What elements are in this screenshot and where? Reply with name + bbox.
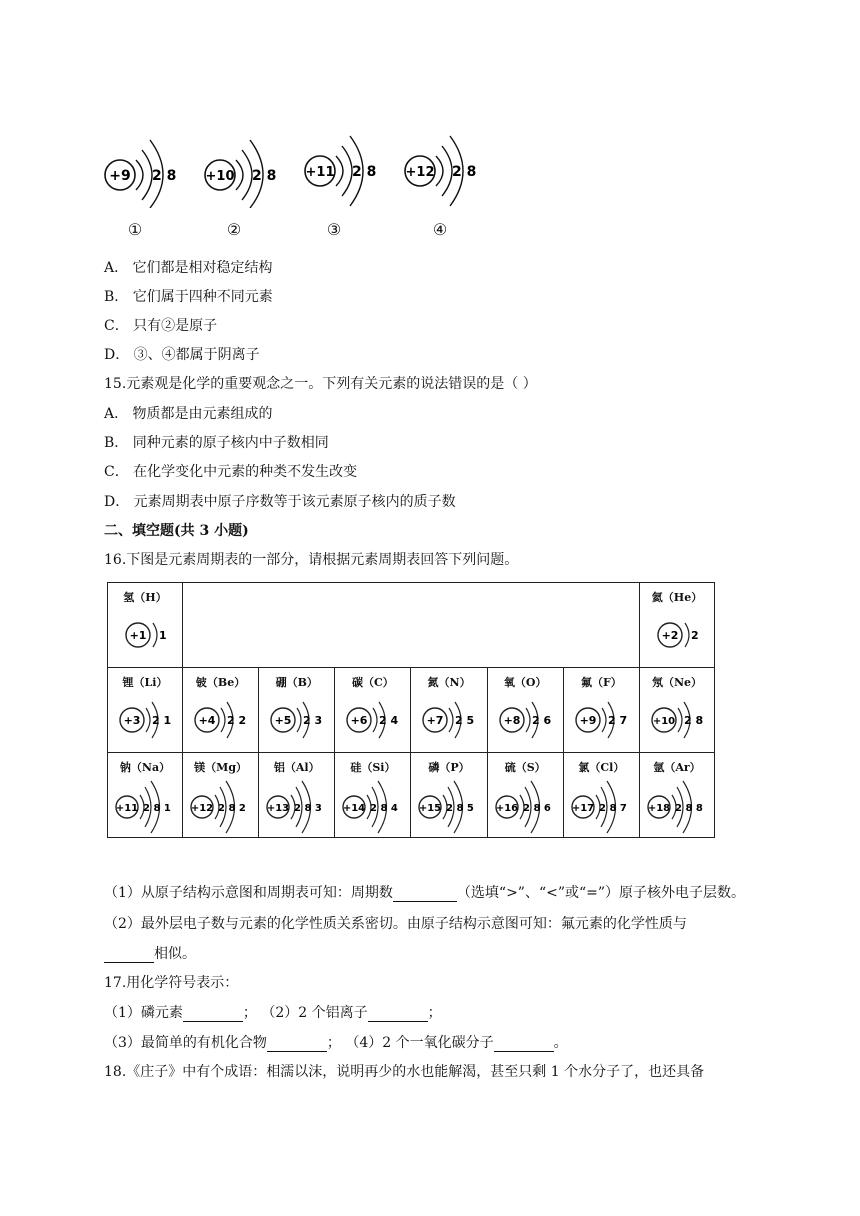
nucleus-charge: +10 — [652, 716, 676, 727]
answer-blank[interactable] — [494, 1035, 554, 1052]
element-name: 氩（Ar） — [653, 761, 701, 774]
element-name: 锂（Li） — [122, 676, 168, 689]
element-name: 氮（N） — [427, 676, 471, 689]
nucleus-charge: +15 — [419, 803, 442, 814]
answer-blank[interactable] — [368, 1005, 428, 1022]
nucleus-charge: +9 — [579, 714, 597, 727]
element-cell — [563, 753, 639, 838]
nucleus-charge: +8 — [503, 714, 521, 727]
shell-electrons: 2 3 — [303, 714, 323, 727]
q15-stem: 15.元素观是化学的重要观念之一。下列有关元素的说法错误的是（ ） — [104, 376, 537, 392]
nucleus-charge: +4 — [198, 714, 216, 727]
element-cell — [335, 753, 411, 838]
element-cell — [108, 668, 183, 753]
element-cell — [259, 753, 335, 838]
nucleus-charge: +10 — [205, 169, 235, 184]
nucleus-charge: +11 — [115, 803, 139, 814]
element-name: 氯（Cl） — [578, 761, 625, 774]
atom-diagram-3 — [300, 128, 390, 212]
q18-stem: 18.《庄子》中有个成语：相濡以沫，说明再少的水也能解渴，甚至只剩 1 个水分子了，也还具备 — [104, 1064, 705, 1080]
nucleus-charge: +11 — [305, 165, 335, 180]
nucleus-charge: +12 — [190, 803, 214, 814]
element-cell — [487, 668, 563, 753]
q16-part1-text-end: （选填“>”、“<”或“=”）原子核外电子层数。 — [456, 885, 746, 901]
shell-electrons: 2 7 — [607, 714, 627, 727]
q15-option-a: A． 物质都是由元素组成的 — [104, 406, 273, 422]
q17-item2: ； （2）2 个铝离子 — [242, 1005, 368, 1021]
element-cell — [487, 753, 563, 838]
nucleus-charge: +2 — [661, 629, 679, 642]
element-cell — [640, 753, 715, 838]
nucleus-charge: +7 — [427, 714, 444, 727]
element-cell — [640, 668, 715, 753]
nucleus-charge: +18 — [647, 803, 671, 814]
shell-electrons: 2 8 — [352, 164, 377, 180]
q17-item2-end: ； — [427, 1005, 442, 1021]
element-cell — [563, 668, 639, 753]
element-name: 铝（Al） — [273, 761, 320, 774]
atom-diagram-2 — [200, 128, 290, 212]
element-name: 氢（H） — [123, 591, 167, 604]
atom-diagrams — [100, 128, 500, 248]
shell-electrons: 2 8 4 — [370, 803, 399, 814]
q15-option-b: B． 同种元素的原子核内中子数相同 — [104, 435, 329, 451]
shell-electrons: 2 8 — [452, 164, 477, 180]
shell-electrons: 2 8 1 — [143, 803, 171, 814]
element-name: 镁（Mg） — [194, 761, 248, 774]
nucleus-charge: +13 — [267, 803, 290, 814]
shell-electrons: 1 — [159, 629, 167, 642]
answer-blank[interactable] — [393, 885, 457, 902]
answer-blank[interactable] — [104, 946, 154, 963]
nucleus-charge: +3 — [123, 714, 141, 727]
section-heading: 二、填空题(共 3 小题) — [104, 523, 249, 539]
atom-diagram-1 — [100, 128, 190, 212]
q16-part2-cont — [104, 943, 196, 963]
q14-option-c: C． 只有②是原子 — [104, 318, 218, 334]
shell-electrons: 2 8 7 — [598, 803, 627, 814]
q17-item1: （1）磷元素 — [104, 1005, 183, 1021]
element-cell — [183, 668, 259, 753]
element-name: 硼（B） — [275, 676, 318, 689]
answer-blank[interactable] — [183, 1005, 243, 1022]
element-cell-h — [108, 583, 183, 668]
atom-diagram-4 — [400, 128, 490, 212]
shell-electrons: 2 8 6 — [522, 803, 551, 814]
shell-electrons: 2 4 — [379, 714, 399, 727]
element-name: 氖（Ne） — [651, 676, 703, 689]
shell-electrons: 2 6 — [531, 714, 551, 727]
q14-option-d: D． ③、④都属于阴离子 — [104, 347, 260, 363]
q17-item4: ； （4）2 个一氧化碳分子 — [326, 1035, 494, 1051]
shell-electrons: 2 — [691, 629, 699, 642]
q14-option-b: B． 它们属于四种不同元素 — [104, 289, 273, 305]
shell-electrons: 2 8 8 — [675, 803, 703, 814]
element-cell — [259, 668, 335, 753]
nucleus-charge: +14 — [343, 803, 366, 814]
q16-part1 — [104, 882, 745, 902]
q16-part1-text: （1）从原子结构示意图和周期表可知：周期数 — [104, 885, 393, 901]
q16-part2: （2）最外层电子数与元素的化学性质关系密切。由原子结构示意图可知：氟元素的化学性质与 — [104, 916, 687, 932]
q17-line2 — [104, 1032, 568, 1052]
element-cell — [335, 668, 411, 753]
shell-electrons: 2 8 2 — [218, 803, 246, 814]
table-blank-area — [183, 583, 640, 668]
element-name: 碳（C） — [352, 676, 394, 689]
element-name: 氟（F） — [580, 676, 622, 689]
shell-electrons: 2 1 — [152, 714, 172, 727]
q17-line1 — [104, 1002, 442, 1022]
nucleus-charge: +9 — [109, 168, 131, 184]
element-name: 硅（Si） — [350, 761, 396, 774]
q15-option-c: C． 在化学变化中元素的种类不发生改变 — [104, 464, 358, 480]
diagram-label-3: ③ — [326, 220, 342, 239]
diagram-label-4: ④ — [432, 220, 448, 239]
period-2-row — [108, 668, 715, 753]
nucleus-charge: +5 — [274, 714, 292, 727]
element-name: 铍（Be） — [195, 676, 246, 689]
element-name: 硫（S） — [504, 761, 546, 774]
shell-electrons: 2 8 — [252, 168, 277, 184]
diagram-label-1: ① — [127, 220, 143, 239]
period-3-row — [108, 753, 715, 838]
q16-stem: 16.下图是元素周期表的一部分，请根据元素周期表回答下列问题。 — [104, 552, 519, 568]
element-cell-he — [640, 583, 715, 668]
q15-option-d: D． 元素周期表中原子序数等于该元素原子核内的质子数 — [104, 494, 456, 510]
element-name: 氧（O） — [503, 676, 547, 689]
q16-part2-text-end: 相似。 — [154, 946, 196, 962]
element-name: 钠（Na） — [119, 761, 171, 774]
q17-item3: （3）最简单的有机化合物 — [104, 1035, 267, 1051]
element-cell — [411, 668, 487, 753]
shell-electrons: 2 5 — [455, 714, 475, 727]
answer-blank[interactable] — [267, 1035, 327, 1052]
q14-option-a: A． 它们都是相对稳定结构 — [104, 260, 273, 276]
periodic-table — [107, 582, 715, 838]
shell-electrons: 2 2 — [227, 714, 247, 727]
nucleus-charge: +6 — [350, 714, 368, 727]
shell-electrons: 2 8 — [152, 168, 177, 184]
element-cell — [108, 753, 183, 838]
shell-electrons: 2 8 3 — [294, 803, 322, 814]
element-name: 磷（P） — [428, 761, 470, 774]
shell-electrons: 2 8 5 — [446, 803, 475, 814]
nucleus-charge: +17 — [571, 803, 594, 814]
nucleus-charge: +12 — [405, 165, 435, 180]
element-cell — [183, 753, 259, 838]
nucleus-charge: +1 — [129, 629, 147, 642]
element-cell — [411, 753, 487, 838]
element-name: 氦（He） — [651, 591, 703, 604]
diagram-label-2: ② — [226, 220, 242, 239]
q17-item4-end: 。 — [553, 1035, 568, 1051]
q17-stem: 17.用化学符号表示： — [104, 975, 239, 991]
nucleus-charge: +16 — [495, 803, 518, 814]
shell-electrons: 2 8 — [684, 714, 704, 727]
